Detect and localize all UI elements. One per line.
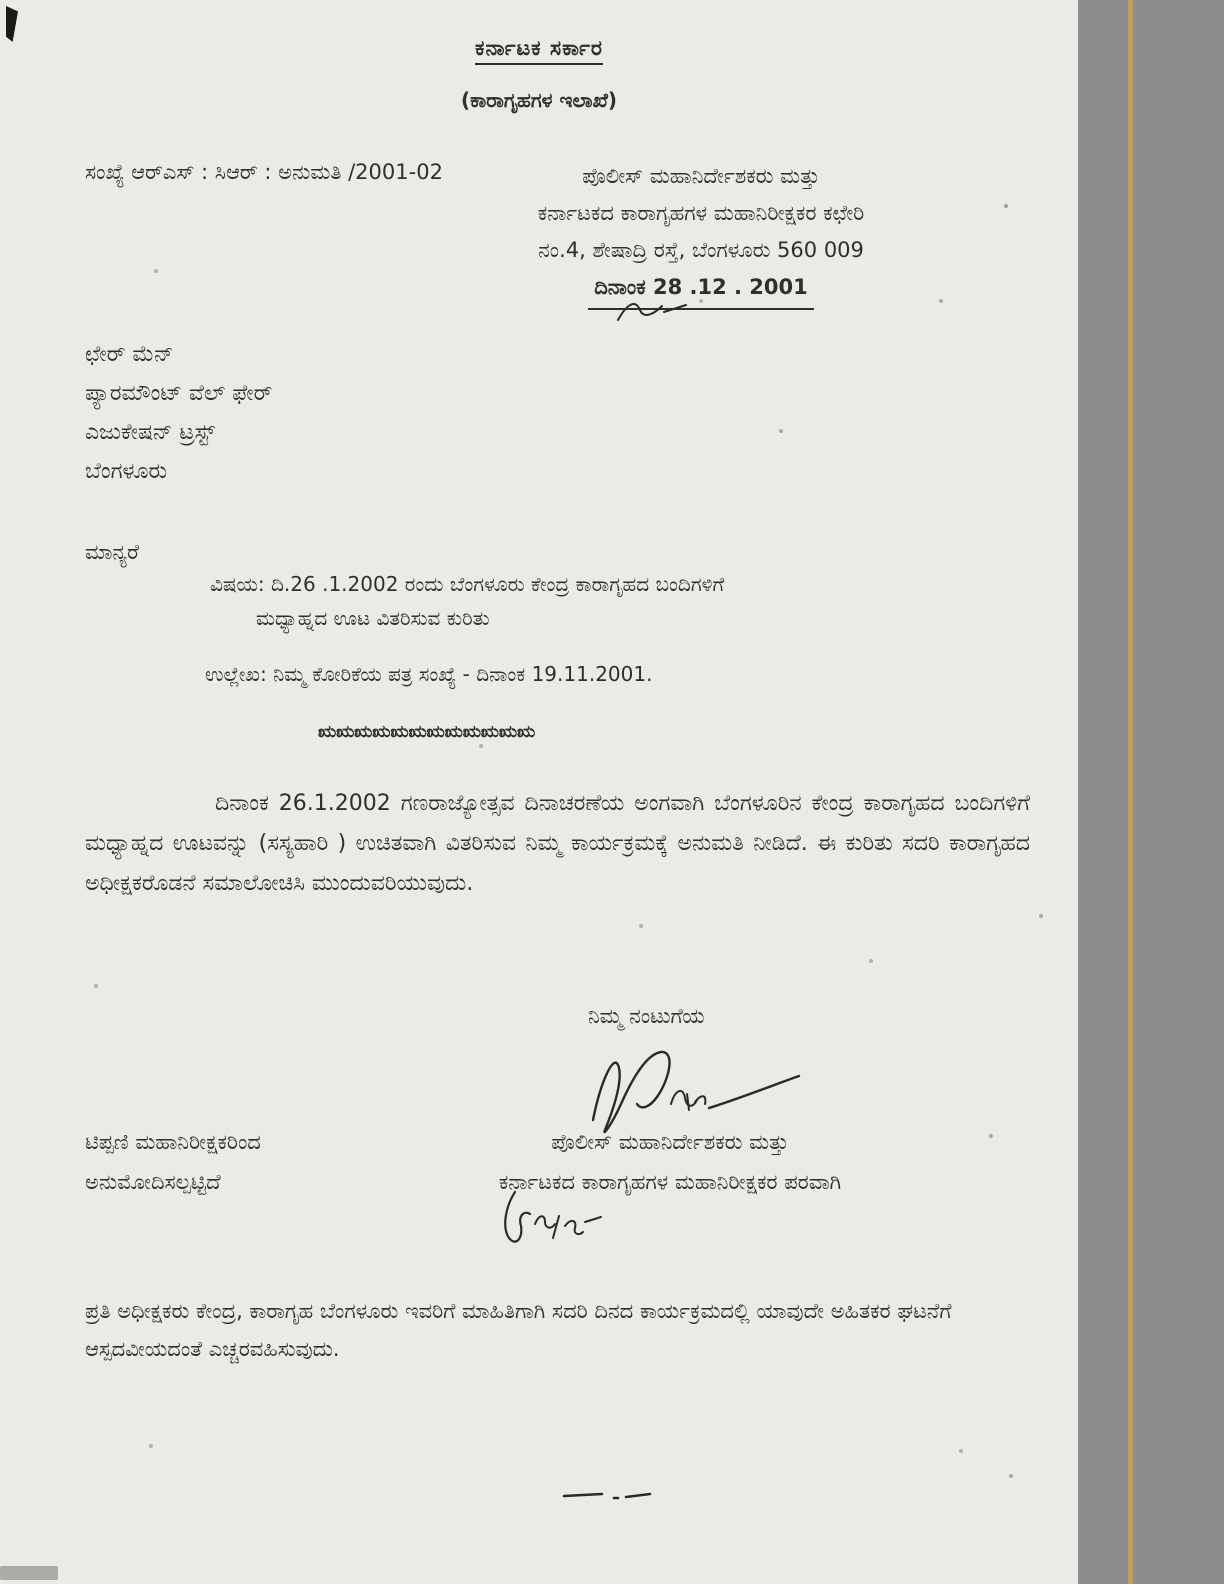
letter-title-text: ಕರ್ನಾಟಕ ಸರ್ಕಾರ [475, 36, 603, 65]
approval-note-line-2: ಅನುಮೋದಿಸಲ್ಪಟ್ಟಿದೆ [85, 1170, 221, 1194]
subject-line-1: ವಿಷಯ: ದಿ.26 .1.2002 ರಂದು ಬೆಂಗಳೂರು ಕೇಂದ್ರ ಕಾರಾಗೃಹದ ಬಂದಿಗಳಿಗೆ [210, 572, 725, 596]
letter-title [0, 36, 1078, 61]
office-line-2: ಕರ್ನಾಟಕದ ಕಾರಾಗೃಹಗಳ ಮಹಾನಿರೀಕ್ಷಕರ ಕಛೇರಿ [537, 201, 865, 225]
approval-note-block [85, 1122, 261, 1202]
office-line-1: ಪೊಲೀಸ್ ಮಹಾನಿರ್ದೇಶಕರು ಮತ್ತು [582, 164, 820, 188]
decorative-separator: ಋಋಋಋಋಋಋಋಋಋಋಋ [318, 722, 536, 742]
scanner-gray-band [1078, 0, 1224, 1584]
closing-phrase: ನಿಮ್ಮ ನಂಟುಗೆಯ [588, 1004, 705, 1028]
scan-noise-specks [0, 0, 2, 2]
letter-date: ದಿನಾಂಕ 28 .12 . 2001 [588, 269, 814, 310]
recipient-line-3: ಎಜುಕೇಷನ್ ಟ್ರಸ್ಟ್ [85, 420, 216, 445]
approval-initial-scribble [487, 1186, 607, 1251]
reference-number: ಸಂಖ್ಯೆ ಆರ್‌ಎಸ್ : ಸಿಆರ್ : ಅನುಮತಿ /2001-02 [85, 160, 443, 184]
recipient-block [85, 335, 272, 491]
bottom-dash-marks [556, 1482, 666, 1507]
office-date-line [478, 269, 924, 310]
salutation: ಮಾನ್ಯರೆ [85, 540, 139, 564]
department-line: (ಕಾರಾಗೃಹಗಳ ಇಲಾಖೆ) [460, 88, 618, 112]
office-address-block [478, 158, 924, 310]
reference-line: ಉಲ್ಲೇಖ: ನಿಮ್ಮ ಕೋರಿಕೆಯ ಪತ್ರ ಸಂಖ್ಯೆ - ದಿನಾಂಕ 19.11.2001. [205, 662, 653, 686]
recipient-line-1: ಛೇರ್ ಮೆನ್ [85, 342, 174, 367]
body-paragraph: ದಿನಾಂಕ 26.1.2002 ಗಣರಾಜ್ಯೋತ್ಸವ ದಿನಾಚರಣೆಯ ಅಂಗವಾಗಿ ಬೆಂಗಳೂರಿನ ಕೇಂದ್ರ ಕಾರಾಗೃಹದ ಬಂದಿಗಳಿಗೆ ಮಧ್ಯಾಹ್ನದ ಊಟವನ್ನು (ಸಸ್ಯಹಾರಿ ) ಉಚಿತವಾಗಿ ವಿತರಿಸುವ ನಿಮ್ಮ ಕಾರ್ಯಕ್ರಮಕ್ಕೆ ಅನುಮತಿ ನೀಡಿದೆ. ಈ ಕುರಿತು ಸದರಿ ಕಾರಾಗೃಹದ ಅಧೀಕ್ಷಕರೊಡನೆ ಸಮಾಲೋಚಿಸಿ ಮುಂದುವರಿಯುವುದು. [85, 791, 1030, 896]
office-line-3: ನಂ.4, ಶೇಷಾದ್ರಿ ರಸ್ತೆ, ಬೆಂಗಳೂರು 560 009 [538, 238, 864, 262]
recipient-line-2: ಪ್ಯಾರಮೌಂಟ್ ವೆಲ್ ಫೇರ್ [85, 381, 273, 406]
date-initial-scribble [612, 296, 696, 328]
subject-line-2: ಮಧ್ಯಾಹ್ನದ ಊಟ ವಿತರಿಸುವ ಕುರಿತು [256, 606, 490, 630]
scan-bottom-streak [0, 1566, 58, 1580]
paper-edge-line [1128, 0, 1133, 1584]
signatory-line-1: ಪೊಲೀಸ್ ಮಹಾನಿರ್ದೇಶಕರು ಮತ್ತು [551, 1130, 789, 1154]
approval-note-line-1: ಟಿಪ್ಪಣಿ ಮಹಾನಿರೀಕ್ಷಕರಿಂದ [85, 1130, 261, 1154]
signatory-line-2: ಕರ್ನಾಟಕದ ಕಾರಾಗೃಹಗಳ ಮಹಾನಿರೀಕ್ಷಕರ ಪರವಾಗಿ [498, 1170, 842, 1194]
recipient-line-4: ಬೆಂಗಳೂರು [85, 459, 168, 484]
footer-instruction: ಪ್ರತಿ ಅಧೀಕ್ಷಕರು ಕೇಂದ್ರ, ಕಾರಾಗೃಹ ಬೆಂಗಳೂರು ಇವರಿಗೆ ಮಾಹಿತಿಗಾಗಿ ಸದರಿ ದಿನದ ಕಾರ್ಯಕ್ರಮದಲ್ಲಿ ಯಾವುದೇ ಅಹಿತಕರ ಘಟನೆಗೆ ಆಸ್ಪದವೀಯದಂತೆ ಎಚ್ಚರವಹಿಸುವುದು. [85, 1299, 952, 1361]
